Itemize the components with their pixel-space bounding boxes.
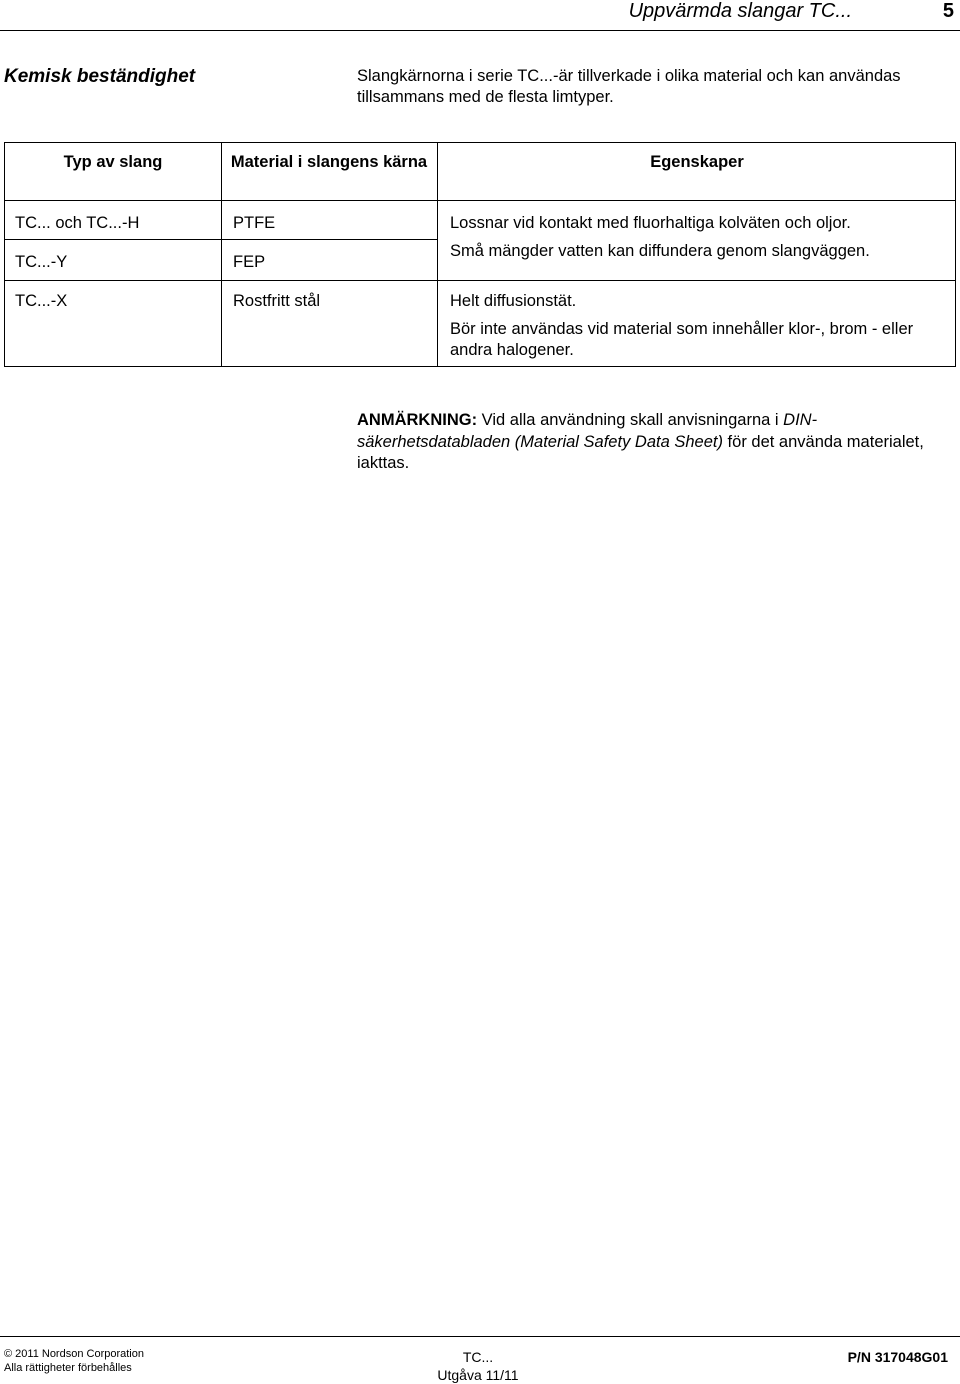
note-text: för det använda materialet, iakttas. — [357, 432, 924, 472]
hose-type-cell: TC...-Y — [15, 253, 68, 271]
column-header-type: Typ av slang — [63, 153, 163, 171]
note-reference: DIN-säkerhetsdatabladen (Material Safety Data Sheet) — [357, 411, 818, 451]
column-header-properties: Egenskaper — [650, 153, 744, 171]
footer-copyright-block — [4, 1347, 144, 1375]
rights-reserved: Alla rättigheter förbehålles — [4, 1362, 132, 1374]
chemical-resistance-table — [4, 142, 956, 367]
header-divider — [5, 200, 955, 201]
footer-center-block — [418, 1348, 538, 1384]
property-line: Bör inte användas vid material som innehåller klor-, brom - eller andra halogener. — [450, 320, 914, 359]
material-cell: Rostfritt stål — [233, 292, 321, 310]
property-line: Små mängder vatten kan diffundera genom slangväggen. — [450, 242, 870, 260]
property-line: Helt diffusionstät. — [450, 292, 577, 310]
hose-type-cell: TC... och TC...-H — [15, 214, 140, 232]
hose-type-cell: TC...-X — [15, 292, 68, 310]
note-text: Vid alla användning skall anvisningarna i — [477, 411, 784, 429]
property-line: Lossnar vid kontakt med fluorhaltiga kolväten och oljor. — [450, 214, 851, 232]
material-cell: FEP — [233, 253, 266, 271]
copyright: © 2011 Nordson Corporation — [4, 1348, 144, 1360]
row-divider — [5, 239, 221, 240]
footer-rule — [0, 1336, 960, 1337]
note-paragraph — [357, 410, 957, 475]
section-title: Kemisk beständighet — [4, 66, 196, 87]
column-divider — [221, 143, 222, 366]
header-rule — [0, 30, 960, 31]
edition: Utgåva 11/11 — [437, 1367, 519, 1383]
note-label: ANMÄRKNING: — [357, 411, 478, 429]
product-name: TC... — [462, 1349, 494, 1365]
header-title: Uppvärmda slangar TC... — [628, 0, 852, 22]
column-header-material: Material i slangens kärna — [230, 153, 428, 171]
part-number: P/N 317048G01 — [847, 1349, 948, 1365]
page-number: 5 — [942, 0, 954, 22]
row-divider — [5, 280, 955, 281]
row-divider — [221, 239, 437, 240]
intro-paragraph: Slangkärnorna i serie TC...-är tillverkade i olika material och kan användas tillsammans med de flesta limtyper. — [357, 67, 901, 106]
material-cell: PTFE — [233, 214, 276, 232]
column-divider — [437, 143, 438, 366]
